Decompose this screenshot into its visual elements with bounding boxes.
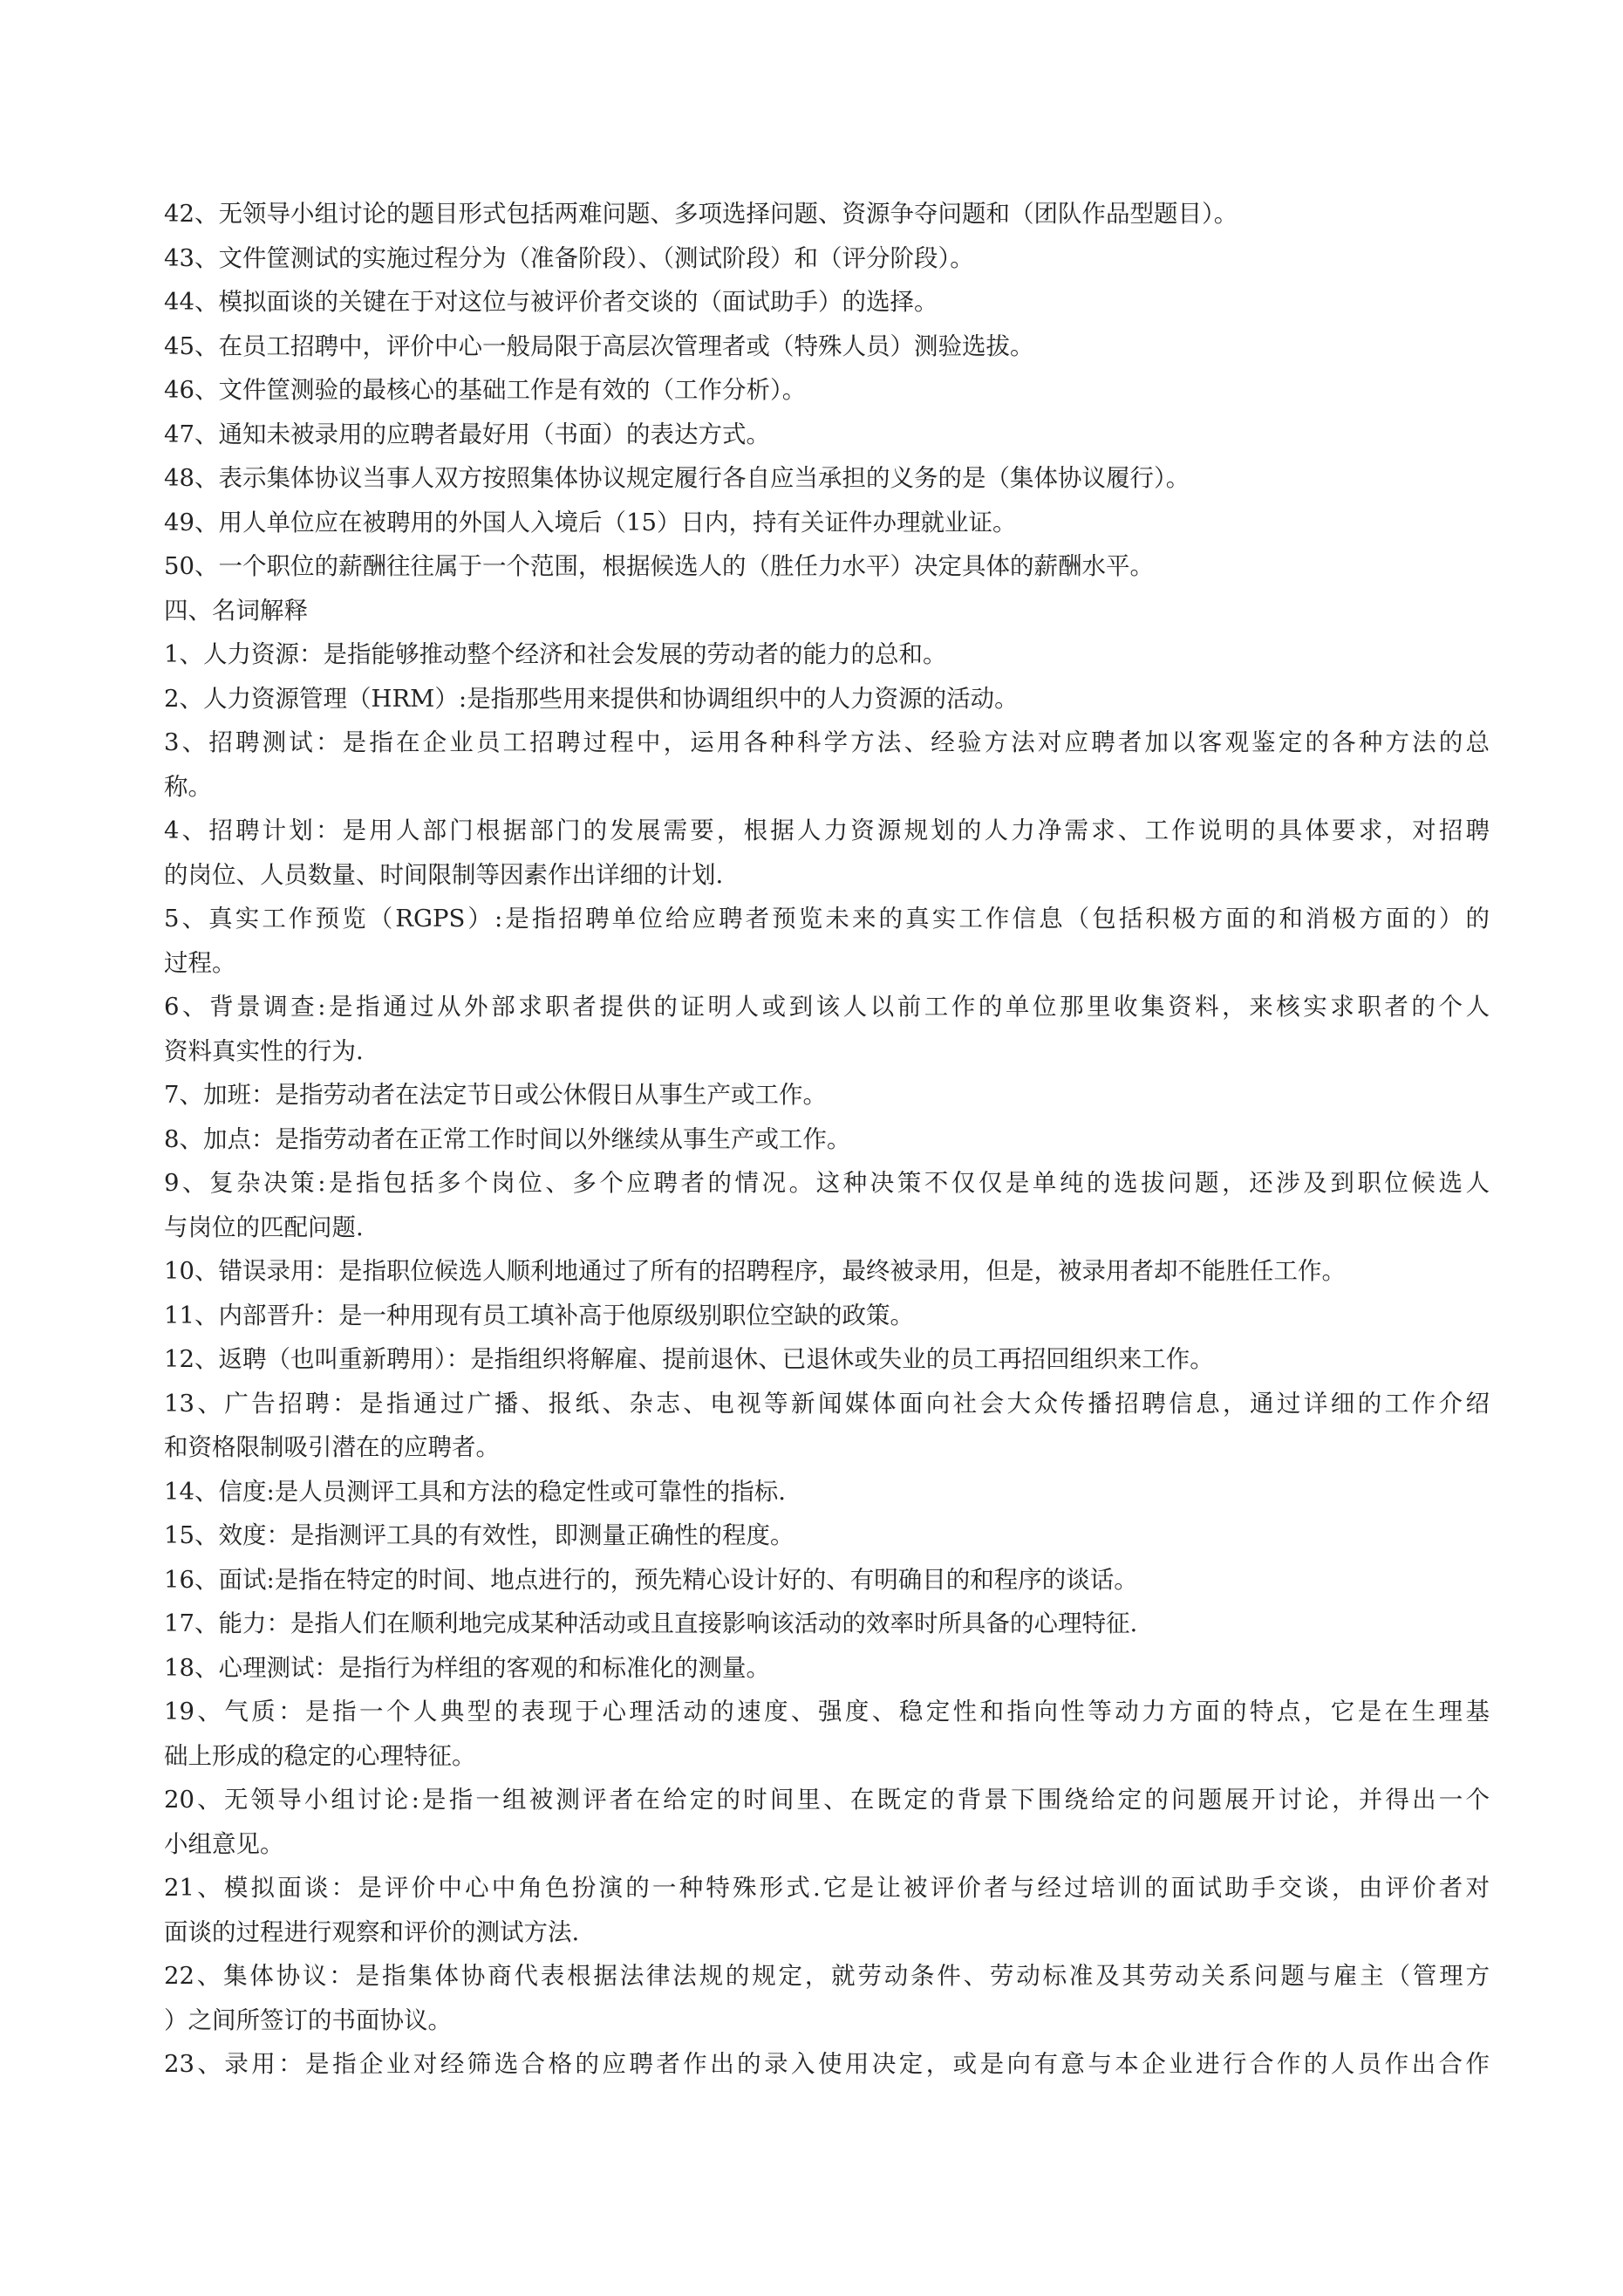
- text-line-q47: 47、通知未被录用的应聘者最好用（书面）的表达方式。: [164, 420, 770, 448]
- text-line-def15: 15、效度：是指测评工具的有效性，即测量正确性的程度。: [164, 1521, 794, 1549]
- text-line-q46: 46、文件筐测验的最核心的基础工作是有效的（工作分析）。: [164, 376, 807, 404]
- text-line-q48: 48、表示集体协议当事人双方按照集体协议规定履行各自应当承担的义务的是（集体协议履行）。: [164, 464, 1190, 492]
- text-line-def6: 6、背景调查:是指通过从外部求职者提供的证明人或到该人以前工作的单位那里收集资料，来核实求职者的个人: [164, 993, 1490, 1021]
- text-line-def5: 5、真实工作预览（RGPS）:是指招聘单位给应聘者预览未来的真实工作信息（包括积极方面的和消极方面的）的: [164, 905, 1490, 933]
- text-line-def22: 22、集体协议：是指集体协商代表根据法律法规的规定，就劳动条件、劳动标准及其劳动关系问题与雇主（管理方: [164, 1962, 1490, 1990]
- text-line-def5-cont: 过程。: [164, 948, 236, 977]
- section-heading: 四、名词解释: [164, 596, 308, 625]
- text-line-def6-cont: 资料真实性的行为.: [164, 1036, 364, 1065]
- text-line-def1: 1、人力资源：是指能够推动整个经济和社会发展的劳动者的能力的总和。: [164, 640, 947, 668]
- text-line-def13-cont: 和资格限制吸引潜在的应聘者。: [164, 1433, 500, 1461]
- text-line-def3: 3、招聘测试：是指在企业员工招聘过程中，运用各种科学方法、经验方法对应聘者加以客观鉴定的各种方法的总: [164, 728, 1490, 756]
- text-line-def22-cont: ）之间所签订的书面协议。: [164, 2006, 452, 2034]
- text-line-def17: 17、能力：是指人们在顺利地完成某种活动或且直接影响该活动的效率时所具备的心理特征.: [164, 1609, 1138, 1637]
- text-line-def19: 19、气质：是指一个人典型的表现于心理活动的速度、强度、稳定性和指向性等动力方面的特点，它是在生理基: [164, 1698, 1490, 1725]
- text-line-def4-cont: 的岗位、人员数量、时间限制等因素作出详细的计划.: [164, 860, 724, 889]
- text-line-q42: 42、无领导小组讨论的题目形式包括两难问题、多项选择问题、资源争夺问题和（团队作品型题目）。: [164, 200, 1238, 228]
- text-line-def13: 13、广告招聘：是指通过广播、报纸、杂志、电视等新闻媒体面向社会大众传播招聘信息，通过详细的工作介绍: [164, 1389, 1490, 1418]
- text-line-q43: 43、文件筐测试的实施过程分为（准备阶段）、（测试阶段）和（评分阶段）。: [164, 243, 974, 272]
- text-line-def12: 12、返聘（也叫重新聘用）：是指组织将解雇、提前退休、已退休或失业的员工再招回组织来工作。: [164, 1345, 1214, 1373]
- text-line-q49: 49、用人单位应在被聘用的外国人入境后（15）日内，持有关证件办理就业证。: [164, 508, 1017, 536]
- text-line-def23: 23、录用：是指企业对经筛选合格的应聘者作出的录入使用决定，或是向有意与本企业进行合作的人员作出合作: [164, 2050, 1490, 2078]
- text-line-def10: 10、错误录用：是指职位候选人顺利地通过了所有的招聘程序，最终被录用，但是，被录用者却不能胜任工作。: [164, 1257, 1346, 1285]
- text-line-def21: 21、模拟面谈：是评价中心中角色扮演的一种特殊形式.它是让被评价者与经过培训的面试助手交谈，由评价者对: [164, 1874, 1490, 1902]
- text-line-def8: 8、加点：是指劳动者在正常工作时间以外继续从事生产或工作。: [164, 1124, 851, 1153]
- text-line-def21-cont: 面谈的过程进行观察和评价的测试方法.: [164, 1917, 580, 1946]
- text-line-def2: 2、人力资源管理（HRM）:是指那些用来提供和协调组织中的人力资源的活动。: [164, 684, 1019, 713]
- text-line-def14: 14、信度:是人员测评工具和方法的稳定性或可靠性的指标.: [164, 1477, 786, 1506]
- text-line-def4: 4、招聘计划：是用人部门根据部门的发展需要，根据人力资源规划的人力净需求、工作说明的具体要求，对招聘: [164, 817, 1490, 844]
- text-line-q45: 45、在员工招聘中，评价中心一般局限于高层次管理者或（特殊人员）测验选拔。: [164, 331, 1034, 360]
- text-line-def19-cont: 础上形成的稳定的心理特征。: [164, 1741, 476, 1770]
- text-line-def20-cont: 小组意见。: [164, 1829, 284, 1858]
- text-line-def9-cont: 与岗位的匹配问题.: [164, 1213, 364, 1241]
- text-line-def18: 18、心理测试：是指行为样组的客观的和标准化的测量。: [164, 1653, 770, 1682]
- text-line-def16: 16、面试:是指在特定的时间、地点进行的，预先精心设计好的、有明确目的和程序的谈话。: [164, 1565, 1138, 1594]
- text-line-q50: 50、一个职位的薪酬往往属于一个范围，根据候选人的（胜任力水平）决定具体的薪酬水平。: [164, 552, 1154, 580]
- document-body: [164, 192, 1490, 2087]
- text-line-def7: 7、加班：是指劳动者在法定节日或公休假日从事生产或工作。: [164, 1081, 827, 1109]
- text-line-def11: 11、内部晋升：是一种用现有员工填补高于他原级别职位空缺的政策。: [164, 1301, 914, 1329]
- text-line-def9: 9、复杂决策:是指包括多个岗位、多个应聘者的情况。这种决策不仅仅是单纯的选拔问题，还涉及到职位候选人: [164, 1169, 1490, 1197]
- text-line-q44: 44、模拟面谈的关键在于对这位与被评价者交谈的（面试助手）的选择。: [164, 288, 938, 316]
- text-line-def20: 20、无领导小组讨论:是指一组被测评者在给定的时间里、在既定的背景下围绕给定的问题展开讨论，并得出一个: [164, 1786, 1490, 1814]
- text-line-def3-cont: 称。: [164, 772, 212, 801]
